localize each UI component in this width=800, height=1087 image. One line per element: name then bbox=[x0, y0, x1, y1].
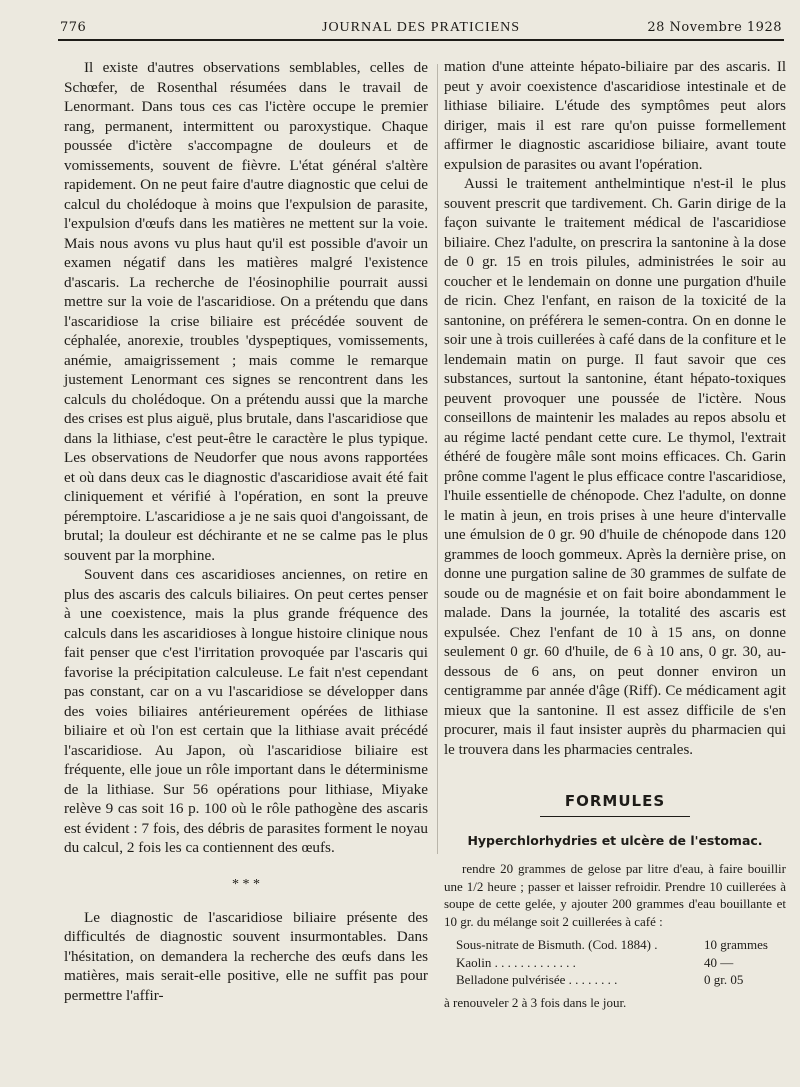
page-number: 776 bbox=[60, 20, 87, 35]
ingredient-qty: 0 gr. 05 bbox=[704, 972, 744, 987]
paragraph: Souvent dans ces ascaridioses anciennes, on retire en plus des ascaris des calculs biliaires. On peut certes penser à une coexistence, mais la plus grande fréquence des calculs dans les ascaridioses à longue histoire clinique nous fait penser que c'est l'irritation provoquée par l'ascaris qui favorise la précipitation calculeuse. Le fait n'est cependant pas constant, car on a vu l'ascaridiose se développer dans des voies biliaires antérieurement opérées de lithiase biliaire et où l'on est certain que la lithiase avait précédé l'ascaridiose. Au Japon, où l'ascaridiose biliaire est fréquente, elle joue un rôle important dans le déterminisme de la lithiase. Sur 56 opérations pour lithiase, Miyake relève 9 cas soit 16 p. 100 où le rôle pathogène des ascaris est évident : 7 fois, des débris de parasites forment le noyau du calcul, 2 fois les ca contiennent des œufs. bbox=[64, 566, 428, 856]
recipe-paragraph: rendre 20 grammes de gelose par litre d'eau, à faire bouillir une 1/2 heure ; passer et laisser refroidir. Prendre 10 cuillerées à soupe de cette gelée, y ajouter 200 grammes d'eau bouillante et 10 gr. du mélange soit 2 cuillerées à café : bbox=[444, 861, 786, 929]
ingredient-qty: 10 grammes bbox=[704, 937, 768, 952]
recipe-instruction: à renouveler 2 à 3 fois dans le jour. bbox=[444, 994, 627, 1010]
ingredient-name: Kaolin . . . . . . . . . . . . . bbox=[456, 954, 576, 970]
section-title: FORMULES bbox=[564, 792, 666, 810]
right-column bbox=[444, 58, 786, 1012]
ingredient-row bbox=[456, 936, 786, 954]
left-column bbox=[64, 58, 428, 1005]
ingredient-name: Belladone pulvérisée . . . . . . . . bbox=[456, 972, 618, 987]
paragraph: mation d'une atteinte hépato-biliaire par des ascaris. Il peut y avoir coexistence d'ascaridiose intestinale et de lithiase biliaire. L'étude des symptômes peut alors diriger, mais il est rare qu'on puisse formellement affirmer le diagnostic ascaridiose biliaire, avant toute expulsion de parasites ou avant l'opération. bbox=[444, 59, 786, 173]
ingredient-qty: 40 — bbox=[704, 954, 734, 970]
journal-title: JOURNAL DES PRATICIENS bbox=[322, 20, 521, 35]
ingredient-list bbox=[456, 936, 786, 989]
ingredient-row bbox=[456, 954, 786, 972]
column-separator bbox=[437, 64, 438, 854]
paragraph: Aussi le traitement anthelmintique n'est-il le plus souvent prescrit que tardivement. Ch. Garin dirige de la façon suivante le traitement médical de l'ascaridiose biliaire. Chez l'adulte, on prescrira la santonine à la dose de 0 gr. 15 en trois pilules, administrées le soir au coucher et le lendemain on donne une purgation d'huile de ricin. Chez l'enfant, en raison de la toxicité de la santonine, on préférera le semen-contra. On en donne le soir une à trois cuillerées à café dans de la confiture et le lendemain matin on purge. Il faut savoir que ces substances, surtout la santonine, étant hépato-toxiques peuvent provoquer une poussée de l'ictère. Nous conseillons de maintenir les malades au repos absolu et au régime lacté pendant cette cure. Le thymol, l'extrait éthéré de fougère mâle sont moins efficaces. Ch. Garin prône comme l'agent le plus efficace contre l'ascaridiose, l'huile essentielle de chénopode. Chez l'adulte, on donne le matin à jeun, en trois prises à une heure d'intervalle une émulsion de 0 gr. 90 d'huile de chénopode dans 120 grammes de looch gommeux. Après la dernière prise, on donne une purgation saline de 30 grammes de sulfate de soude ou de magnésie et on fait boire abondamment le malade. Dans la journée, la totalité des ascaris est expulsée. Chez l'enfant de 10 à 15 ans, on donne seulement 0 gr. 60 d'huile, de 6 à 10 ans, 0 gr. 30, au-dessous de 6 ans, on peut donner environ un centigramme par année d'âge (Riff). Ce médicament agit mieux que la santonine. Il est assez difficile de s'en procurer, mais il faut insister auprès du pharmacien qui le trouvera dans les pharmacies centrales. bbox=[444, 176, 786, 758]
recipe-text bbox=[444, 860, 786, 930]
ingredient-row bbox=[456, 971, 786, 989]
paragraph: Il existe d'autres observations semblables, celles de Schœfer, de Rosenthal résumées dans le travail de Lenormant. Dans tous ces cas l'ictère occupe le premier rang, permanent, intermittent ou paroxystique. Chaque poussée d'ictère s'accompagne de douleurs et de vomissements, souvent de fièvre. L'état général s'altère rapidement. On ne peut faire d'autre diagnostic que celui de calcul du cholédoque à moins que l'expulsion de parasite, l'expulsion d'œufs dans les matières ne mettent sur la voie. Mais nous avons vu plus haut qu'il est possible d'avoir un examen négatif dans les matières malgré l'existence d'ascaris. La recherche de l'éosinophilie pourrait aussi mettre sur la voie de l'ascaridiose. On a prétendu que dans l'ascaridiose la crise biliaire est précédée souvent de céphalée, anorexie, troubles 'dyspeptiques, vomissements, anémie, amaigrissement ; mais comme le remarque justement Lenormant ces signes se rencontrent dans les calculs du cholédoque. On a prétendu aussi que la marche des crises est plus aiguë, plus brutale, dans l'ascaridiose que dans la lithiase, c'est peut-être le caractère le plus typique. Les observations de Neudorfer que nous avons rapportées et où dans deux cas le diagnostic d'ascaridiose avait été fait cliniquement et vérifié à l'opération, en sont la preuve péremptoire. L'ascaridiose a je ne sais quoi d'angoissant, de brutal; la douleur est déchirante et ne se calme pas le plus souvent par la morphine. bbox=[64, 59, 428, 564]
formules-section bbox=[444, 792, 786, 1012]
formula-title: Hyperchlorhydries et ulcère de l'estomac. bbox=[467, 832, 763, 848]
header-rule bbox=[58, 39, 784, 41]
section-gap bbox=[444, 760, 786, 792]
section-rule bbox=[540, 816, 690, 817]
issue-date: 28 Novembre 1928 bbox=[647, 20, 782, 35]
ingredient-name: Sous-nitrate de Bismuth. (Cod. 1884) . bbox=[456, 937, 658, 952]
paragraph: Le diagnostic de l'ascaridiose biliaire présente des difficultés de diagnostic souvent insurmontables. Dans l'hésitation, on demandera la recherche des œufs dans les matières, mais serait-elle positive, elle ne suffit pas pour permettre l'affir- bbox=[64, 908, 428, 1004]
asterism: * * * bbox=[232, 876, 260, 892]
